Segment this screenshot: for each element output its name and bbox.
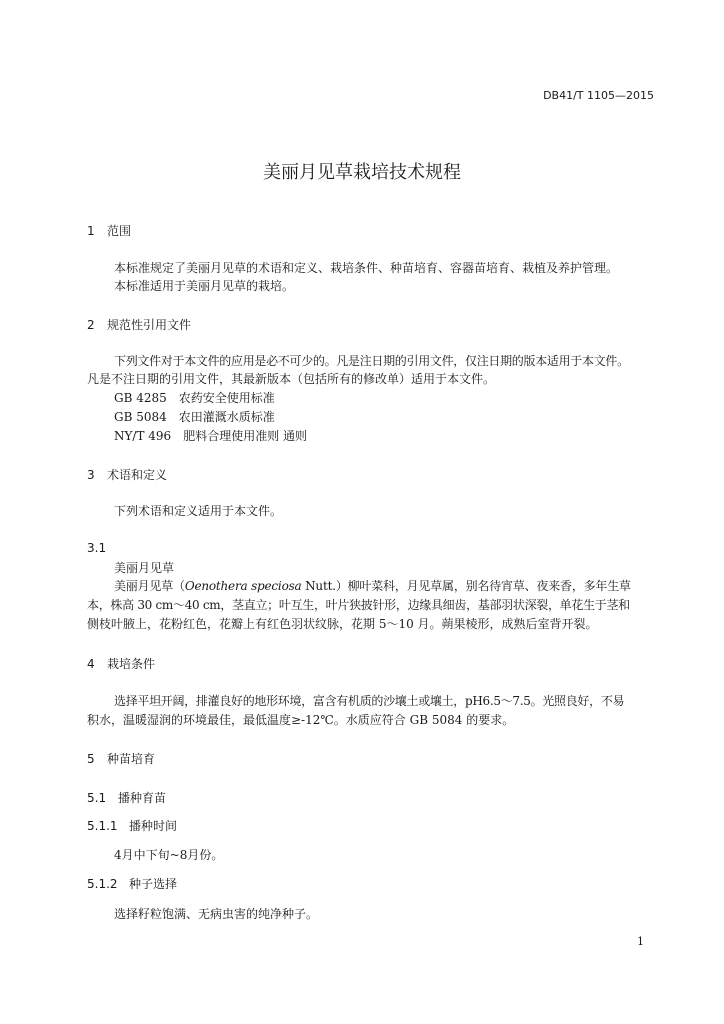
paragraph: 本标准适用于美丽月见草的栽培。 [114, 279, 295, 293]
section-heading-4 [87, 655, 155, 672]
section-title: 规范性引用文件 [107, 318, 192, 332]
section-heading-1 [87, 222, 131, 239]
paragraph: 下列术语和定义适用于本文件。 [114, 504, 283, 518]
section-number: 2 [87, 318, 95, 332]
subsection-title: 播种育苗 [118, 791, 167, 805]
paragraph: 本标准规定了美丽月见草的术语和定义、栽培条件、种苗培育、容器苗培育、栽植及养护管理。 [114, 261, 619, 275]
section-title: 范围 [107, 224, 132, 238]
section-heading-2 [87, 316, 191, 333]
paragraph-line: 下列文件对于本文件的应用是必不可少的。凡是注日期的引用文件，仅注日期的版本适用于本文件。 [114, 354, 629, 368]
reference-item: GB 4285 农药安全使用标准 [114, 391, 275, 405]
document-title: 美丽月见草栽培技术规程 [263, 162, 461, 183]
term-name: 美丽月见草 [114, 561, 175, 575]
reference-item: GB 5084 农田灌溉水质标准 [114, 410, 275, 424]
subsection-number: 3.1 [87, 541, 107, 555]
section-number: 5 [87, 752, 95, 766]
section-title: 种苗培育 [107, 752, 156, 766]
section-heading-3 [87, 466, 167, 483]
definition-text: 美丽月见草（ [114, 579, 185, 593]
paragraph: 选择籽粒饱满、无病虫害的纯净种子。 [114, 907, 319, 921]
page-number: 1 [637, 935, 644, 948]
paragraph: 4月中下旬~8月份。 [114, 848, 224, 862]
subsection-number: 5.1 [87, 791, 107, 805]
paragraph-line: 凡是不注日期的引用文件，其最新版本（包括所有的修改单）适用于本文件。 [87, 372, 496, 386]
definition-text: ）柳叶菜科，月见草属，别名待宵草、夜来香，多年生草 [335, 579, 631, 593]
term-definition-line [114, 577, 631, 594]
subsection-title: 播种时间 [129, 819, 178, 833]
section-number: 4 [87, 657, 95, 671]
paragraph-line: 积水，温暖湿润的环境最佳，最低温度≥-12℃。水质应符合 GB 5084 的要求。 [87, 713, 515, 727]
paragraph-line: 选择平坦开阔，排灌良好的地形环境，富含有机质的沙壤土或壤土，pH6.5～7.5。光照良好，不易 [114, 694, 625, 708]
subsection-title: 种子选择 [129, 877, 178, 891]
section-title: 术语和定义 [107, 468, 168, 482]
latin-author: Nutt. [301, 579, 336, 593]
term-definition-line: 侧枝叶腋上，花粉红色，花瓣上有红色羽状纹脉，花期 5～10 月。蒴果棱形，成熟后室背开裂。 [87, 617, 598, 631]
section-number: 3 [87, 468, 95, 482]
subsection-heading-5-1 [87, 789, 166, 806]
section-number: 1 [87, 224, 95, 238]
subsection-number: 5.1.1 [87, 819, 118, 833]
standard-code: DB41/T 1105—2015 [543, 89, 654, 102]
subsection-number: 5.1.2 [87, 877, 118, 891]
latin-name: Oenothera speciosa [184, 579, 302, 593]
subsection-heading-5-1-1 [87, 817, 177, 834]
reference-item: NY/T 496 肥料合理使用准则 通则 [114, 429, 308, 443]
subsection-heading-5-1-2 [87, 875, 177, 892]
section-title: 栽培条件 [107, 657, 156, 671]
section-heading-5 [87, 750, 155, 767]
term-definition-line: 本，株高 30 cm～40 cm，茎直立；叶互生，叶片狭披针形，边缘具细齿，基部羽状深裂，单花生于茎和 [87, 598, 630, 612]
